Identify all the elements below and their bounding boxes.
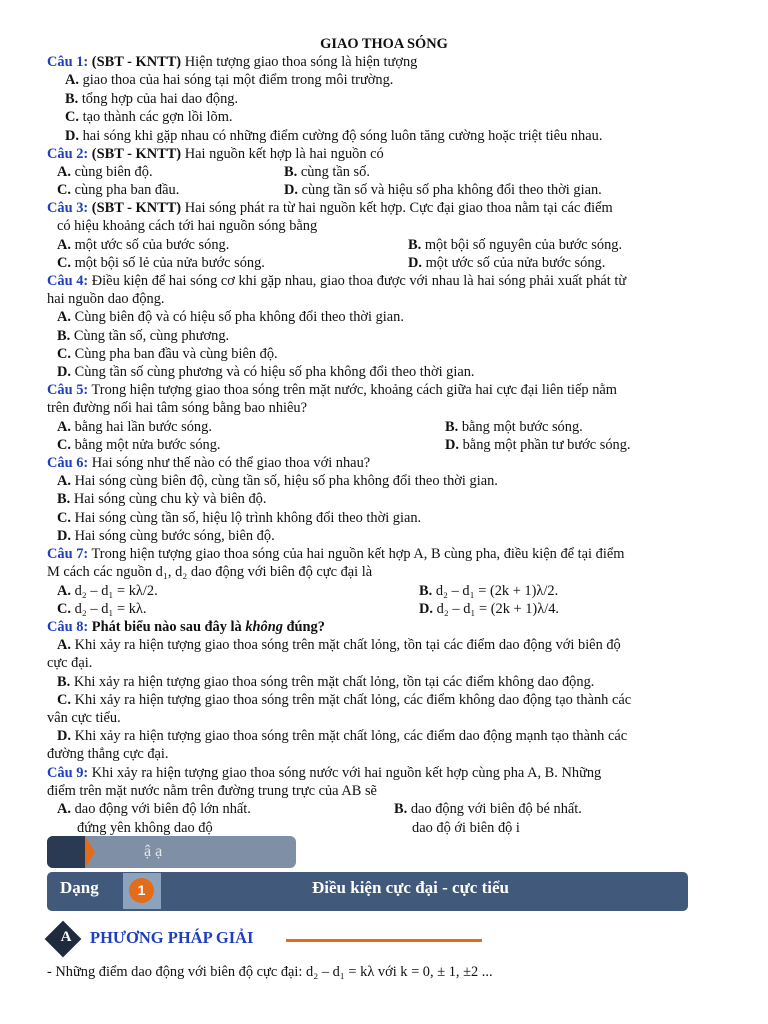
question-3-stem: Câu 3: (SBT - KNTT) Hai sóng phát ra từ hai nguồn kết hợp. Cực đại giao thoa nằm tại các điểm — [47, 200, 613, 216]
question-5-stem-cont: trên đường nối hai tâm sóng bằng bao nhiêu? — [47, 400, 307, 416]
overlay-banner-tab — [47, 836, 85, 868]
option-c: C. tạo thành các gợn lồi lõm. — [65, 109, 233, 125]
question-2-stem: Câu 2: (SBT - KNTT) Hai nguồn kết hợp là hai nguồn có — [47, 146, 384, 162]
question-9-stem-cont: điểm trên mặt nước nằm trên đường trung trực của AB sẽ — [47, 783, 377, 799]
option-a-cont: cực đại. — [47, 655, 93, 671]
option-c: C. bằng một nửa bước sóng. — [57, 437, 221, 453]
option-d: D. bằng một phần tư bước sóng. — [445, 437, 631, 453]
option-b: B. d₂ – d₁ = (2k + 1)λ/2. — [419, 583, 559, 599]
option-c: C. Khi xảy ra hiện tượng giao thoa sóng trên mặt chất lỏng, các điểm không dao động tạo thành các — [57, 692, 632, 708]
option-a: A. một ước số của bước sóng. — [57, 237, 230, 253]
option-d: D. d₂ – d₁ = (2k + 1)λ/4. — [419, 601, 559, 617]
option-c: C. d₂ – d₁ = kλ. — [57, 601, 147, 617]
section-type-label: Dạng — [60, 878, 99, 897]
option-c: C. một bội số lẻ của nửa bước sóng. — [57, 255, 265, 271]
question-4-stem-cont: hai nguồn dao động. — [47, 291, 165, 307]
option-b: B. một bội số nguyên của bước sóng. — [408, 237, 623, 253]
question-number: Câu 1: — [47, 54, 89, 70]
question-source: (SBT - KNTT) — [91, 54, 182, 70]
option-b: B. Khi xảy ra hiện tượng giao thoa sóng trên mặt chất lỏng, tồn tại các điểm không dao động. — [57, 674, 595, 690]
option-d: D. Khi xảy ra hiện tượng giao thoa sóng trên mặt chất lỏng, các điểm dao động mạnh tạo thành các — [57, 728, 628, 744]
option-a: A. Cùng biên độ và có hiệu số pha không đổi theo thời gian. — [57, 309, 404, 325]
option-a: A. giao thoa của hai sóng tại một điểm trong môi trường. — [65, 72, 394, 88]
question-text: Hiện tượng giao thoa sóng là hiện tượng — [181, 54, 418, 70]
option-d: D. cùng tần số và hiệu số pha không đổi theo thời gian. — [284, 182, 602, 198]
option-d-partial: dao độ ới biên độ i — [412, 820, 520, 836]
section-title: Điều kiện cực đại - cực tiểu — [312, 878, 509, 897]
option-d: D. Hai sóng cùng bước sóng, biên độ. — [57, 528, 275, 544]
option-b: B. cùng tần số. — [284, 164, 370, 180]
option-b: B. Hai sóng cùng chu kỳ và biên độ. — [57, 491, 267, 507]
option-c-partial: đứng yên không dao độ — [77, 820, 213, 836]
question-7-stem-cont: M cách các nguồn d₁, d₂ dao động với biên độ cực đại là — [47, 564, 373, 580]
option-d: D. một ước số của nửa bước sóng. — [408, 255, 606, 271]
method-heading: PHƯƠNG PHÁP GIẢI — [90, 928, 254, 947]
section-number-badge: 1 — [129, 878, 154, 903]
option-a: A. d₂ – d₁ = kλ/2. — [57, 583, 158, 599]
question-5-stem: Câu 5: Trong hiện tượng giao thoa sóng trên mặt nước, khoảng cách giữa hai cực đại liên tiếp nằm — [47, 382, 617, 398]
option-d: D. Cùng tần số cùng phương và có hiệu số pha không đổi theo thời gian. — [57, 364, 475, 380]
page-title: GIAO THOA SÓNG — [320, 36, 448, 52]
option-b: B. bằng một bước sóng. — [445, 419, 583, 435]
overlay-arrow-icon — [85, 836, 95, 868]
question-9-stem: Câu 9: Khi xảy ra hiện tượng giao thoa sóng nước với hai nguồn kết hợp cùng pha A, B. Những — [47, 765, 602, 781]
option-c-cont: vân cực tiểu. — [47, 710, 121, 726]
method-letter: A — [60, 929, 72, 945]
overlay-banner-text: ậ ạ — [144, 843, 163, 860]
question-1-stem — [47, 53, 417, 71]
heading-rule — [286, 939, 482, 942]
option-a: A. dao động với biên độ lớn nhất. — [57, 801, 251, 817]
question-7-stem: Câu 7: Trong hiện tượng giao thoa sóng của hai nguồn kết hợp A, B cùng pha, điều kiện để tại điểm — [47, 546, 625, 562]
option-a: A. Khi xảy ra hiện tượng giao thoa sóng trên mặt chất lỏng, tồn tại các điểm dao động với biên độ — [57, 637, 621, 653]
option-d-cont: đường thẳng cực đại. — [47, 746, 169, 762]
method-first-line: - Những điểm dao động với biên độ cực đại: d₂ – d₁ = kλ với k = 0, ± 1, ±2 ... — [47, 964, 493, 980]
option-b: B. Cùng tần số, cùng phương. — [57, 328, 230, 344]
question-6-stem: Câu 6: Hai sóng như thế nào có thể giao thoa với nhau? — [47, 455, 371, 471]
option-b: B. tổng hợp của hai dao động. — [65, 91, 239, 107]
option-a: A. bằng hai lần bước sóng. — [57, 419, 212, 435]
option-c: C. Cùng pha ban đầu và cùng biên độ. — [57, 346, 278, 362]
option-a: A. cùng biên độ. — [57, 164, 153, 180]
question-3-stem-cont: có hiệu khoảng cách tới hai nguồn sóng bằng — [57, 218, 318, 234]
option-c: C. Hai sóng cùng tần số, hiệu lộ trình không đổi theo thời gian. — [57, 510, 422, 526]
option-d: D. hai sóng khi gặp nhau có những điểm cường độ sóng luôn tăng cường hoặc triệt tiêu nhau. — [65, 128, 603, 144]
option-c: C. cùng pha ban đầu. — [57, 182, 180, 198]
option-a: A. Hai sóng cùng biên độ, cùng tần số, hiệu số pha không đổi theo thời gian. — [57, 473, 498, 489]
question-8-stem: Câu 8: Phát biểu nào sau đây là không đúng? — [47, 619, 325, 635]
question-4-stem: Câu 4: Điều kiện để hai sóng cơ khi gặp nhau, giao thoa được với nhau là hai sóng phải xuất phát từ — [47, 273, 627, 289]
option-b: B. dao động với biên độ bé nhất. — [394, 801, 582, 817]
